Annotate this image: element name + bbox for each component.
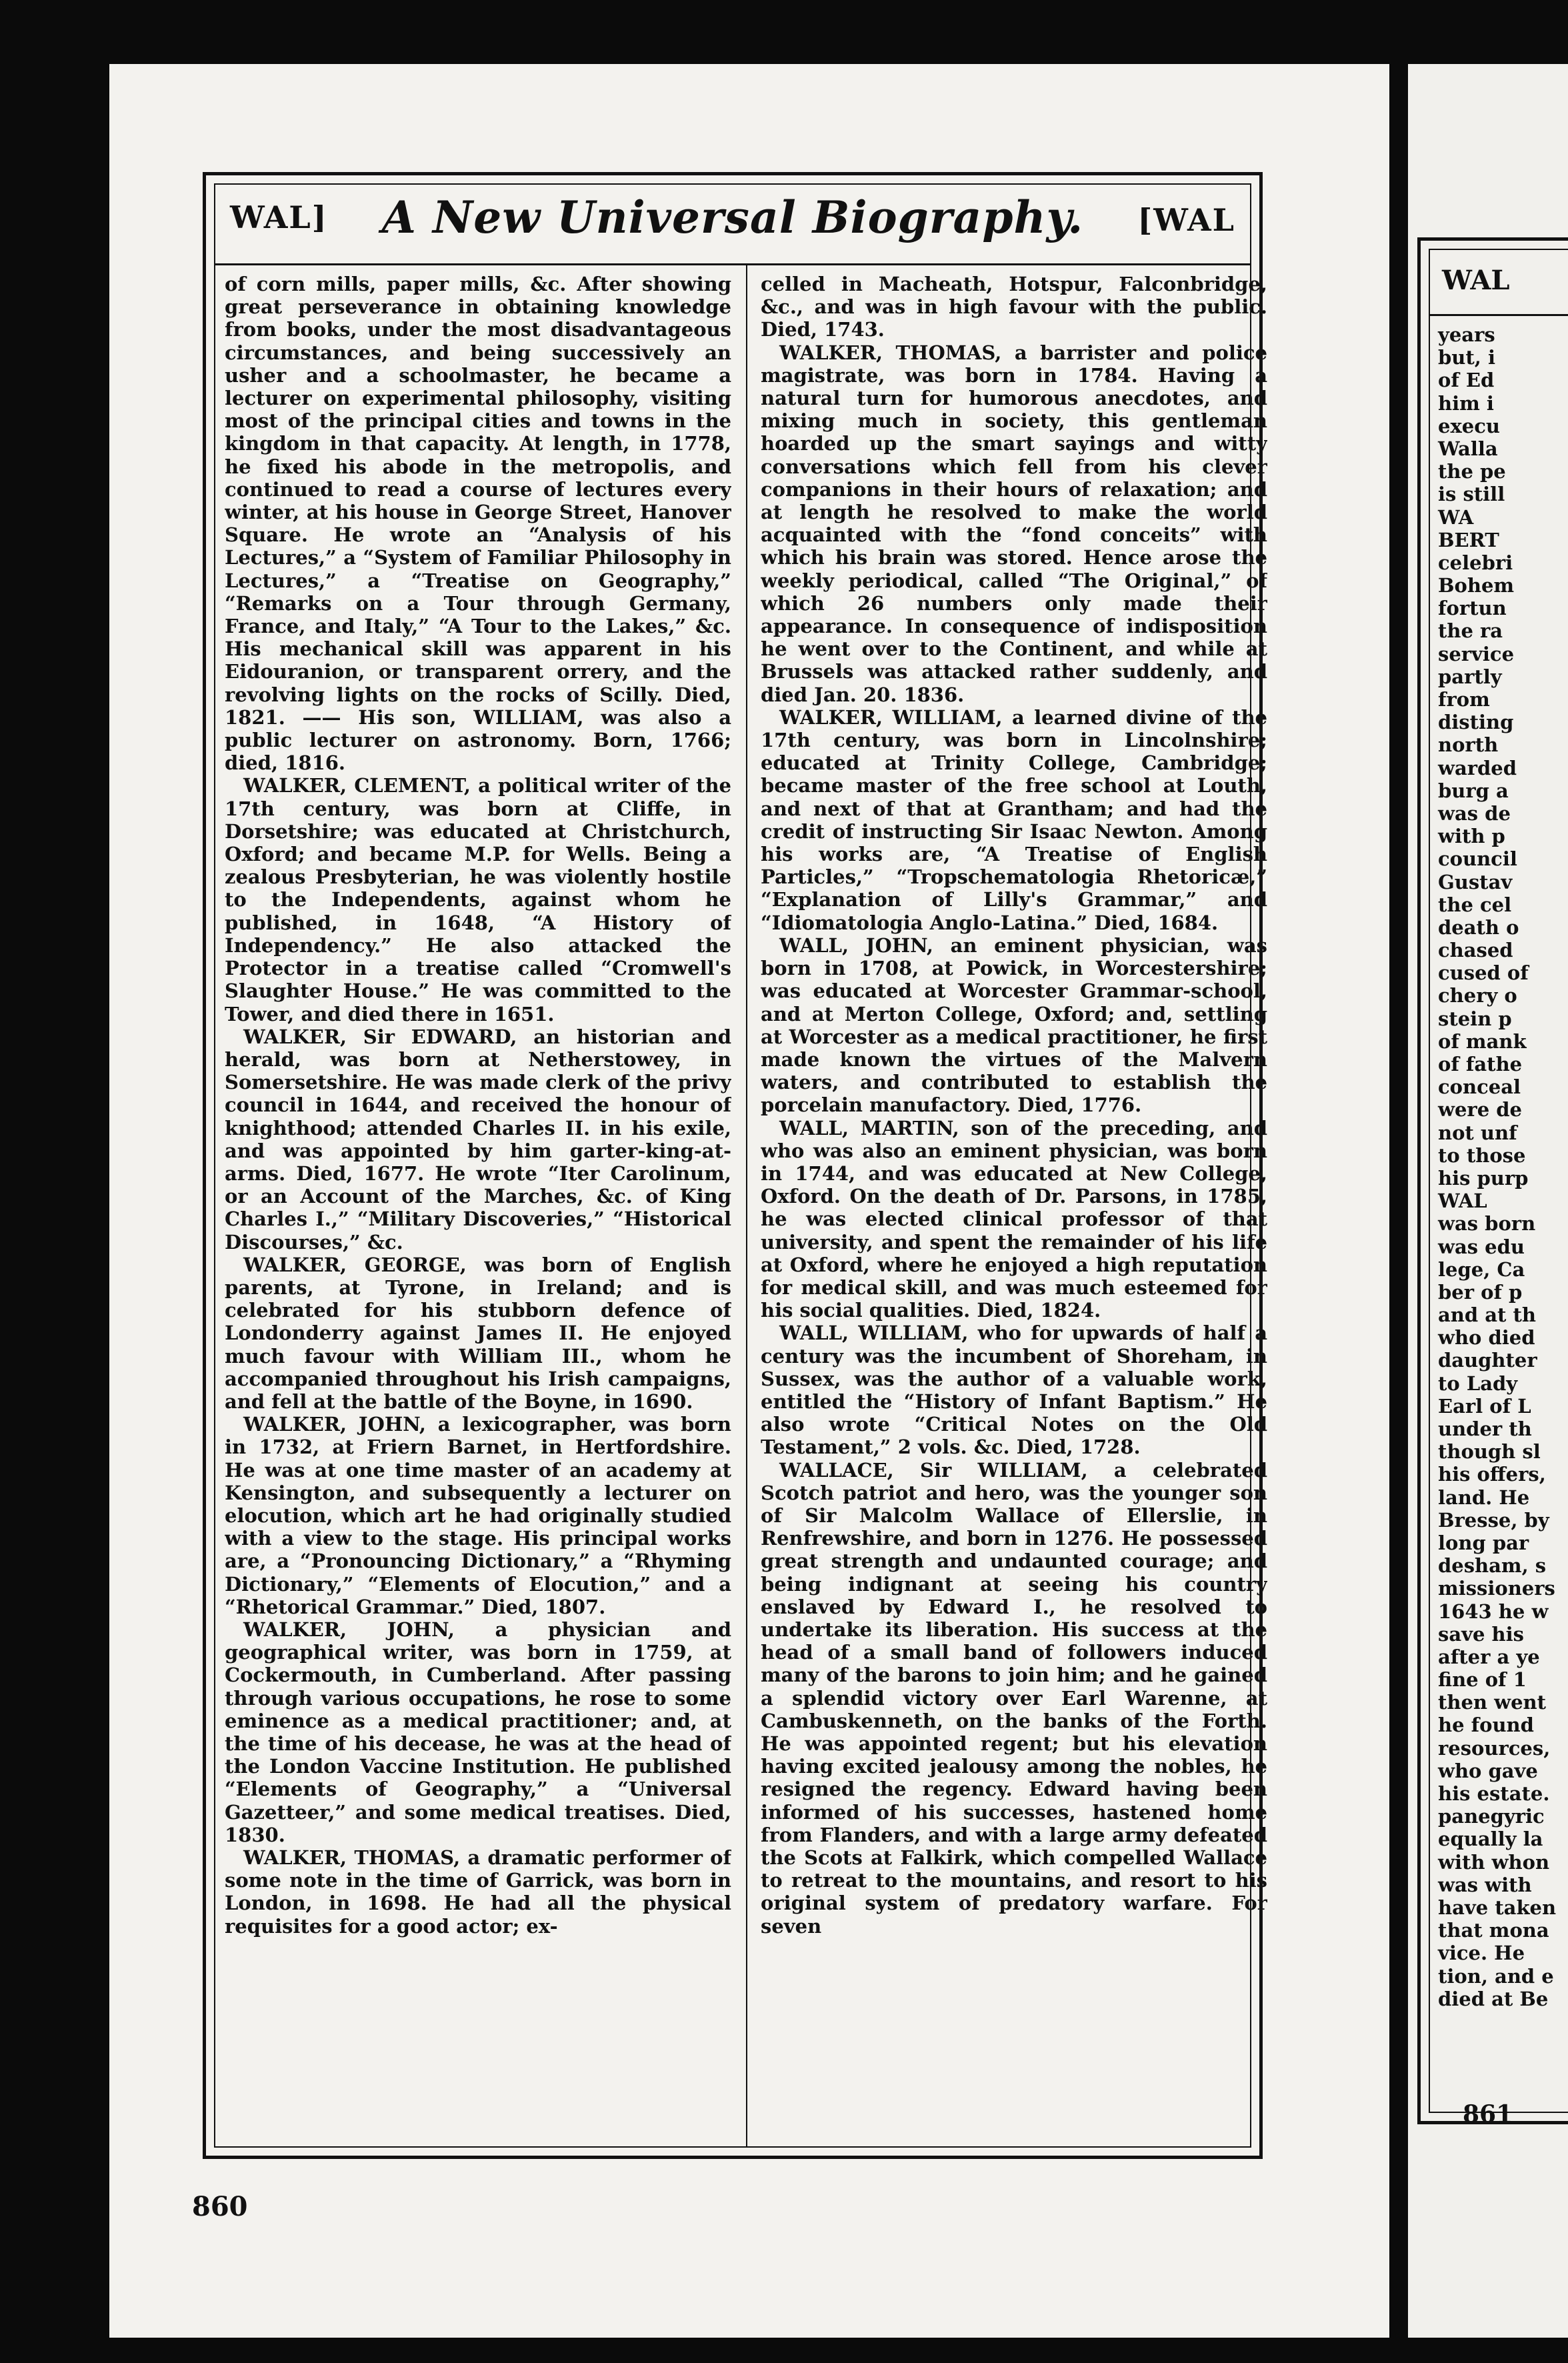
page-frame [203, 172, 1267, 2159]
biography-entry: WALKER, Sir EDWARD, an historian and herald, was born at Netherstowey, in Somersetshire. He was made clerk of the privy council in 1644, and received the honour of knighthood; attended Charles II. in his exile, and was appointed by him garter-king-at-arms. Died, 1677. He wrote “Iter Carolinum, or an Account of the Marches, &c. of King Charles I.,” “Military Discoveries,” “Historical Discourses,” &c. [225, 1025, 731, 1254]
next-page-line: though sl [1438, 1440, 1541, 1464]
biography-entry: WALKER, THOMAS, a barrister and police magistrate, was born in 1784. Having a natural turn for humorous anecdotes, and mixing much in society, this gentleman hoarded up the smart sayings and witty conversations which fell from his clever companions in their hours of relaxation; and at length he resolved to make the world acquainted with the “fond conceits” with which his brain was stored. Hence arose the weekly periodical, called “The Original,” of which 26 numbers only made their appearance. In consequence of indisposition he went over to the Continent, and while at Brussels was attacked rather suddenly, and died Jan. 20. 1836. [761, 341, 1267, 706]
next-page-number: 861 [1463, 2100, 1513, 2128]
next-page-line: WAL [1438, 1190, 1487, 1213]
right-page-fragment [1408, 64, 1568, 2338]
next-page-line: his purp [1438, 1166, 1529, 1190]
next-page-line: equally la [1438, 1828, 1543, 1851]
biography-entry: of corn mills, paper mills, &c. After showing great perseverance in obtaining knowledge from books, under the most disadvantageous circumstances, and being successively an usher and a schoolmaster, he became a lecturer on experimental philosophy, visiting most of the principal cities and towns in the kingdom in that capacity. At length, in 1778, he fixed his abode in the metropolis, and continued to read a course of lectures every winter, at his house in George Street, Hanover Square. He wrote an “Analysis of his Lectures,” a “System of Familiar Philosophy in Lectures,” a “Treatise on Geography,” “Remarks on a Tour through Germany, France, and Italy,” “A Tour to the Lakes,” &c. His mechanical skill was apparent in his Eidouranion, or transparent orrery, and the revolving lights on the rocks of Scilly. Died, 1821. —— His son, WILLIAM, was also a public lecturer on astronomy. Born, 1766; died, 1816. [225, 273, 731, 775]
page-number: 860 [192, 2191, 248, 2222]
header-rule [215, 263, 1250, 265]
next-page-running-head: WAL [1442, 265, 1510, 296]
next-page-line: was born [1438, 1212, 1536, 1236]
next-page-line: warded [1438, 756, 1517, 779]
biography-entry: WALL, JOHN, an eminent physician, was born in 1708, at Powick, in Worcestershire; was educated at Worcester Grammar-school, and at Merton College, Oxford; and, settling at Worcester as a medical practitioner, he first made known the virtues of the Malvern waters, and contributed to establish the porcelain manufactory. Died, 1776. [761, 933, 1267, 1117]
next-page-line: Walla [1438, 437, 1498, 460]
next-page-line: fortun [1438, 597, 1507, 620]
next-page-column [1438, 323, 1568, 2010]
next-page-line: Bohem [1438, 574, 1515, 597]
next-page-line: after a ye [1438, 1645, 1540, 1668]
biography-entry: celled in Macheath, Hotspur, Falconbridge, &c., and was in high favour with the public. Died, 1743. [761, 273, 1267, 341]
biography-entry: WALKER, THOMAS, a dramatic performer of some note in the time of Garrick, was born in London, in 1698. He had all the physical requisites for a good actor; ex- [225, 1846, 731, 1938]
next-page-line: then went [1438, 1691, 1547, 1714]
next-page-frame [1417, 237, 1568, 2124]
next-page-header-rule [1430, 314, 1568, 316]
next-page-line: long par [1438, 1531, 1529, 1554]
next-page-line: chery o [1438, 984, 1517, 1007]
next-page-line: Earl of L [1438, 1394, 1531, 1418]
biography-entry: WALKER, JOHN, a lexicographer, was born in 1732, at Friern Barnet, in Hertfordshire. He was at one time master of an academy at Kensington, and subsequently a lecturer on elocution, which art he had originally studied with a view to the stage. His principal works are, a “Pronouncing Dictionary,” a “Rhyming Dictionary,” “Elements of Elocution,” and a “Rhetorical Grammar.” Died, 1807. [225, 1413, 731, 1618]
next-page-line: resources, [1438, 1736, 1551, 1760]
right-column [761, 273, 1267, 2140]
next-page-line: his offers, [1438, 1463, 1546, 1486]
next-page-line: panegyric [1438, 1805, 1545, 1828]
next-page-line: cused of [1438, 961, 1529, 985]
next-page-line: conceal [1438, 1075, 1521, 1099]
biography-entry: WALLACE, Sir WILLIAM, a celebrated Scotch patriot and hero, was the younger son of Sir Malcolm Wallace of Ellerslie, in Renfrewshire, and born in 1276. He possessed great strength and undaunted courage; and being indignant at seeing his country enslaved by Edward I., he resolved to undertake its liberation. His success at the head of a small band of followers induced many of the barons to join him; and he gained a splendid victory over Earl Warenne, at Cambuskenneth, on the banks of the Forth. He was appointed regent; but his elevation having excited jealousy among the nobles, he resigned the regency. Edward having been informed of his successes, hastened home from Flanders, and with a large army defeated the Scots at Falkirk, which compelled Wallace to retreat to the mountains, and resort to his original system of predatory warfare. For seven [761, 1458, 1267, 1938]
next-page-line: not unf [1438, 1121, 1517, 1144]
next-page-line: the pe [1438, 460, 1506, 483]
next-page-line: with whon [1438, 1850, 1550, 1874]
next-page-line: is still [1438, 483, 1505, 506]
biography-entry: WALKER, JOHN, a physician and geographical writer, was born in 1759, at Cockermouth, in Cumberland. After passing through various occupations, he rose to some eminence as a medical practitioner; and, at the time of his decease, he was at the head of the London Vaccine Institution. He published “Elements of Geography,” a “Universal Gazetteer,” and some medical treatises. Died, 1830. [225, 1618, 731, 1846]
next-page-line: vice. He [1438, 1942, 1525, 1965]
next-page-line: WA [1438, 505, 1474, 529]
next-page-line: him i [1438, 391, 1494, 415]
running-head-left: WAL] [230, 199, 328, 235]
biography-entry: WALKER, WILLIAM, a learned divine of the 17th century, was born in Lincolnshire; educated at Trinity College, Cambridge; became master of the free school at Louth, and next of that at Grantham; and had the credit of instructing Sir Isaac Newton. Among his works are, “A Treatise of English Particles,” “Tropschematologia Rhetoricæ,” “Explanation of Lilly's Grammar,” and “Idiomatologia Anglo-Latina.” Died, 1684. [761, 705, 1267, 934]
next-page-line: land. He [1438, 1486, 1530, 1509]
next-page-line: he found [1438, 1714, 1534, 1737]
next-page-line: BERT [1438, 528, 1499, 551]
biography-entry: WALKER, GEORGE, was born of English parents, at Tyrone, in Ireland; and is celebrated for his stubborn defence of Londonderry against James II. He enjoyed much favour with William III., whom he accompanied throughout his Irish campaigns, and fell at the battle of the Boyne, in 1690. [225, 1253, 731, 1413]
next-page-line: death o [1438, 915, 1519, 939]
next-page-line: partly [1438, 665, 1502, 688]
next-page-line: and at th [1438, 1304, 1537, 1327]
next-page-line: of fathe [1438, 1053, 1523, 1075]
next-page-line: was de [1438, 801, 1511, 825]
next-page-line: desham, s [1438, 1554, 1547, 1578]
next-page-line: council [1438, 847, 1517, 871]
next-page-line: but, i [1438, 346, 1495, 369]
next-page-line: of mank [1438, 1029, 1527, 1053]
next-page-line: of Ed [1438, 369, 1495, 392]
next-page-line: execu [1438, 414, 1500, 437]
next-page-line: 1643 he w [1438, 1600, 1549, 1623]
next-page-line: lege, Ca [1438, 1258, 1525, 1281]
next-page-line: daughter [1438, 1349, 1537, 1372]
next-page-line: was edu [1438, 1235, 1525, 1258]
next-page-line: his estate. [1438, 1782, 1550, 1805]
next-page-line: north [1438, 733, 1499, 757]
next-page-line: to those [1438, 1143, 1526, 1167]
running-head-title: A New Universal Biography. [381, 191, 1084, 243]
next-page-line: was with [1438, 1873, 1532, 1896]
next-page-line: years [1438, 323, 1495, 346]
next-page-line: Bresse, by [1438, 1508, 1549, 1532]
next-page-line: save his [1438, 1622, 1524, 1646]
next-page-line: celebri [1438, 551, 1513, 574]
next-page-line: disting [1438, 711, 1514, 734]
biography-entry: WALL, MARTIN, son of the preceding, and who was also an eminent physician, was born in 1744, and was educated at New College, Oxford. On the death of Dr. Parsons, in 1785, he was elected clinical professor of that university, and spent the remainder of his life at Oxford, where he enjoyed a high reputation for medical skill, and was much esteemed for his social qualities. Died, 1824. [761, 1116, 1267, 1322]
next-page-line: the ra [1438, 619, 1503, 643]
page-frame-inner [214, 183, 1267, 2148]
next-page-line: have taken [1438, 1896, 1557, 1919]
column-divider [746, 265, 747, 2146]
next-page-line: burg a [1438, 779, 1509, 802]
next-page-line: who died [1438, 1326, 1535, 1350]
next-page-line: who gave [1438, 1759, 1538, 1782]
next-page-line: that mona [1438, 1919, 1549, 1942]
next-page-line: ber of p [1438, 1280, 1523, 1304]
left-column [225, 273, 731, 2140]
next-page-line: died at Be [1438, 1987, 1549, 2010]
next-page-line: under th [1438, 1418, 1532, 1440]
next-page-line: to Lady [1438, 1372, 1518, 1395]
next-page-line: with p [1438, 825, 1505, 848]
biography-entry: WALL, WILLIAM, who for upwards of half a century was the incumbent of Shoreham, in Sussex, was the author of a valuable work, entitled the “History of Infant Baptism.” He also wrote “Critical Notes on the Old Testament,” 2 vols. &c. Died, 1728. [761, 1322, 1267, 1459]
biography-entry: WALKER, CLEMENT, a political writer of the 17th century, was born at Cliffe, in Dorsetshire; was educated at Christchurch, Oxford; and became M.P. for Wells. Being a zealous Presbyterian, he was violently hostile to the Independents, against whom he published, in 1648, “A History of Independency.” He also attacked the Protector in a treatise called “Cromwell's Slaughter House.” He was committed to the Tower, and died there in 1651. [225, 774, 731, 1025]
next-page-line: chased [1438, 939, 1513, 962]
next-page-line: Gustav [1438, 870, 1513, 893]
next-page-line: the cel [1438, 893, 1512, 916]
next-page-line: were de [1438, 1098, 1522, 1121]
next-page-line: tion, and e [1438, 1964, 1554, 1988]
running-head-right: [WAL [1137, 202, 1235, 238]
next-page-line: stein p [1438, 1007, 1512, 1030]
next-page-line: service [1438, 642, 1515, 665]
next-page-frame-inner [1429, 249, 1568, 2113]
left-page [109, 64, 1389, 2338]
next-page-line: from [1438, 688, 1490, 711]
next-page-line: fine of 1 [1438, 1668, 1527, 1692]
next-page-line: missioners [1438, 1577, 1555, 1600]
